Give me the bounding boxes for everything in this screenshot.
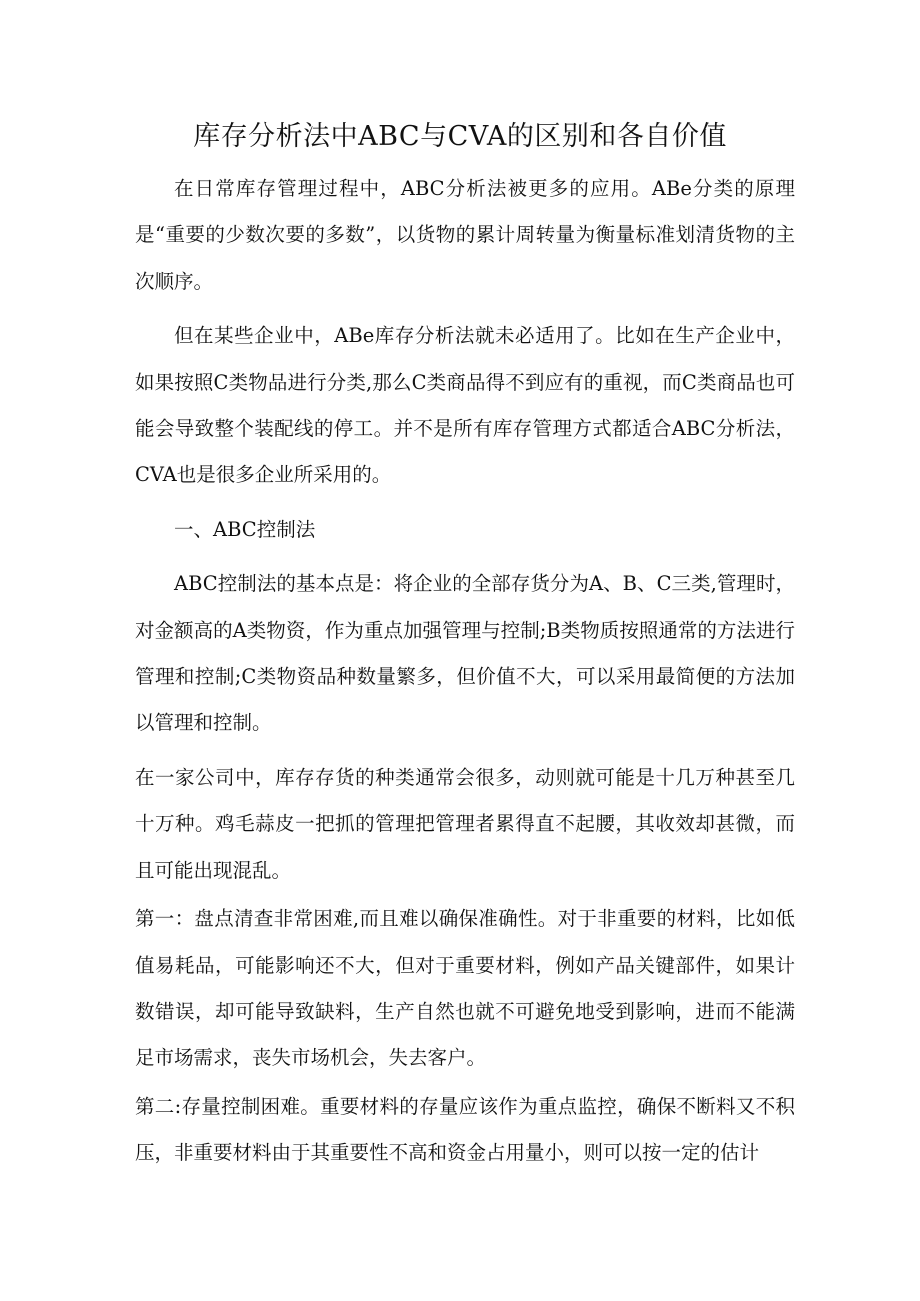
section-heading-abc: 一、ABC控制法 [174,517,316,541]
paragraph-applicability: 但在某些企业中，ABe库存分析法就未必适用了。比如在生产企业中，如果按照C类物品进行分类,那么C类商品得不到应有的重视，而C类商品也可能会导致整个装配线的停工。并不是所有库存管理方式都适合ABC分析法，CVA也是很多企业所采用的。 [135,324,795,487]
paragraph-intro: 在日常库存管理过程中，ABC分析法被更多的应用。ABe分类的原理是“重要的少数次要的多数”，以货物的累计周转量为衡量标准划清货物的主次顺序。 [135,177,795,293]
paragraph-abc-basics: ABC控制法的基本点是：将企业的全部存货分为A、B、C三类,管理时，对金额高的A类物资，作为重点加强管理与控制;B类物质按照通常的方法进行管理和控制;C类物资品种数量繁多，但价值不大，可以采用最简便的方法加以管理和控制。 [135,572,795,735]
paragraph-inventory-variety: 在一家公司中，库存存货的种类通常会很多，动则就可能是十几万种甚至几十万种。鸡毛蒜皮一把抓的管理把管理者累得直不起腰，其收效却甚微，而且可能出现混乱。 [135,765,795,882]
paragraph-point-two: 第二:存量控制困难。重要材料的存量应该作为重点监控，确保不断料又不积压，非重要材料由于其重要性不高和资金占用量小，则可以按一定的估计 [135,1094,795,1165]
paragraph-point-one: 第一：盘点清查非常困难,而且难以确保准确性。对于非重要的材料，比如低值易耗品，可能影响还不大，但对于重要材料，例如产品关键部件，如果计数错误，却可能导致缺料，生产自然也就不可避免地受到影响，进而不能满足市场需求，丧失市场机会，失去客户。 [135,907,795,1070]
document-title: 库存分析法中ABC与CVA的区别和各自价值 [193,121,727,152]
document-body [135,166,795,1179]
